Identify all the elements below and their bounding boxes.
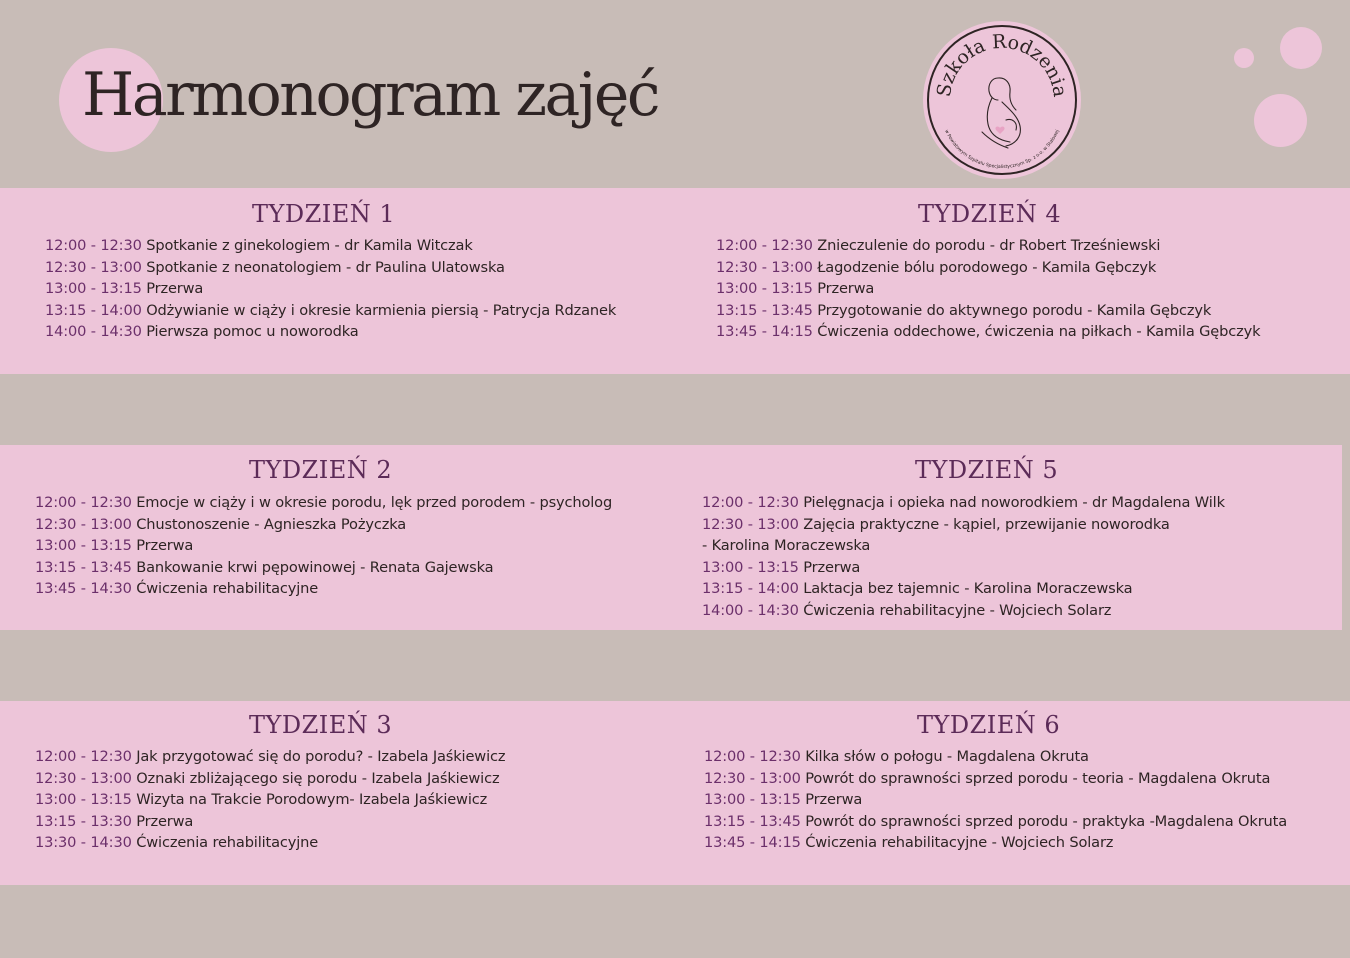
schedule-item: 13:15 - 13:45 Bankowanie krwi pępowinowej - Renata Gajewska: [35, 558, 494, 576]
schedule-item: 13:00 - 13:15 Wizyta na Trakcie Porodowym- Izabela Jaśkiewicz: [35, 791, 488, 808]
week-4-schedule: [716, 235, 1260, 343]
schedule-item: 13:15 - 13:45 Powrót do sprawności sprzed porodu - praktyka -Magdalena Okruta: [704, 812, 1288, 830]
page-title: Harmonogram zajęć: [82, 60, 658, 130]
schedule-item: 12:00 - 12:30 Znieczulenie do porodu - dr Robert Trześniewski: [716, 237, 1161, 254]
schedule-item: 13:00 - 13:15 Przerwa: [35, 537, 194, 554]
week-3-title: TYDZIEŃ 3: [249, 711, 393, 739]
schedule-item: 13:45 - 14:15 Ćwiczenia rehabilitacyjne - Wojciech Solarz: [704, 834, 1114, 851]
week-2-schedule: [35, 492, 612, 600]
logo-subtitle: w Powiatowym Szpitalu Specjalistycznym Sp. z o.o. w Stalowej: [943, 129, 1061, 171]
schedule-item: 13:45 - 14:30 Ćwiczenia rehabilitacyjne: [35, 580, 319, 597]
schedule-item: - Karolina Moraczewska: [702, 537, 871, 554]
schedule-item: 13:15 - 13:45 Przygotowanie do aktywnego porodu - Kamila Gębczyk: [716, 301, 1212, 319]
schedule-item: 13:00 - 13:15 Przerwa: [716, 280, 875, 297]
schedule-item: 12:30 - 13:00 Chustonoszenie - Agnieszka Pożyczka: [35, 515, 407, 533]
schedule-item: 13:30 - 14:30 Ćwiczenia rehabilitacyjne: [35, 834, 319, 851]
schedule-item: 12:00 - 12:30 Spotkanie z ginekologiem - dr Kamila Witczak: [45, 237, 473, 254]
schedule-item: 13:45 - 14:15 Ćwiczenia oddechowe, ćwiczenia na piłkach - Kamila Gębczyk: [716, 323, 1261, 340]
decoration-dot-small: [1234, 48, 1254, 68]
logo-name: Szkoła Rodzenia: [932, 30, 1072, 99]
week-5-schedule: [702, 492, 1225, 621]
schedule-item: 12:30 - 13:00 Spotkanie z neonatologiem - dr Paulina Ulatowska: [45, 258, 505, 276]
week-2-title: TYDZIEŃ 2: [249, 456, 393, 484]
schedule-item: 13:00 - 13:15 Przerwa: [704, 791, 863, 808]
decoration-dot-large: [1280, 27, 1322, 69]
schedule-item: 12:30 - 13:00 Powrót do sprawności sprzed porodu - teoria - Magdalena Okruta: [704, 769, 1271, 787]
schedule-item: 13:15 - 13:30 Przerwa: [35, 812, 194, 830]
schedule-item: 14:00 - 14:30 Pierwsza pomoc u noworodka: [45, 323, 359, 340]
schedule-item: 13:15 - 14:00 Odżywianie w ciąży i okresie karmienia piersią - Patrycja Rdzanek: [45, 301, 617, 319]
schedule-item: 12:30 - 13:00 Zajęcia praktyczne - kąpiel, przewijanie noworodka: [702, 515, 1170, 533]
week-4-title: TYDZIEŃ 4: [918, 200, 1062, 228]
week-6-schedule: [704, 746, 1287, 854]
schedule-item: 14:00 - 14:30 Ćwiczenia rehabilitacyjne - Wojciech Solarz: [702, 601, 1112, 619]
schedule-item: 13:15 - 14:00 Laktacja bez tajemnic - Karolina Moraczewska: [702, 580, 1133, 597]
decoration-dot-medium: [1254, 94, 1307, 147]
schedule-item: 13:00 - 13:15 Przerwa: [45, 280, 204, 297]
week-1-title: TYDZIEŃ 1: [252, 200, 396, 228]
schedule-item: 12:30 - 13:00 Oznaki zbliżającego się porodu - Izabela Jaśkiewicz: [35, 769, 500, 787]
week-1-schedule: [45, 235, 616, 343]
schedule-item: 12:00 - 12:30 Emocje w ciąży i w okresie porodu, lęk przed porodem - psycholog: [35, 494, 613, 511]
schedule-item: 12:00 - 12:30 Jak przygotować się do porodu? - Izabela Jaśkiewicz: [35, 748, 506, 765]
schedule-item: 12:00 - 12:30 Pielęgnacja i opieka nad noworodkiem - dr Magdalena Wilk: [702, 494, 1225, 511]
schedule-item: 13:00 - 13:15 Przerwa: [702, 558, 861, 576]
week-5-title: TYDZIEŃ 5: [915, 456, 1059, 484]
week-3-schedule: [35, 746, 505, 854]
week-6-title: TYDZIEŃ 6: [917, 711, 1061, 739]
school-logo: [922, 20, 1082, 180]
logo-emblem-icon: [922, 20, 1082, 180]
schedule-item: 12:30 - 13:00 Łagodzenie bólu porodowego - Kamila Gębczyk: [716, 258, 1157, 276]
schedule-item: 12:00 - 12:30 Kilka słów o połogu - Magdalena Okruta: [704, 748, 1089, 765]
